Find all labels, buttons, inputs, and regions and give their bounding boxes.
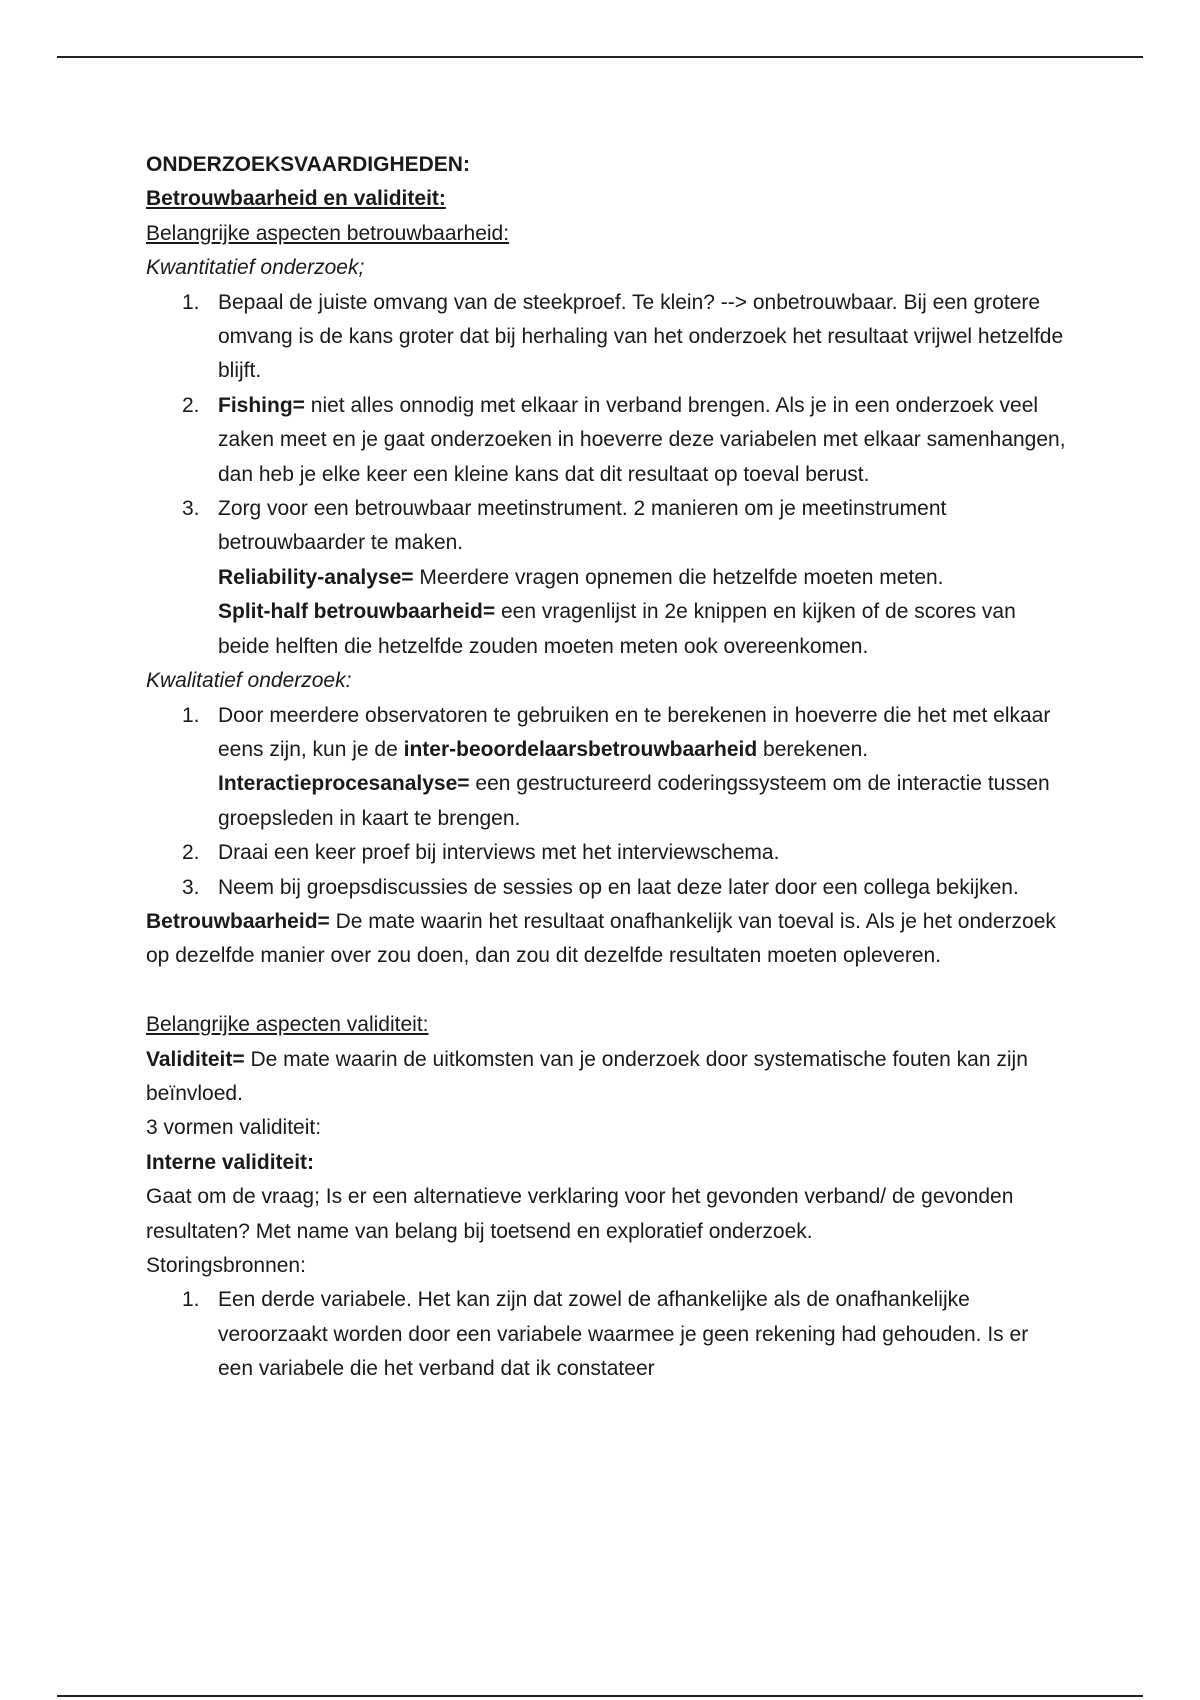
definition-text: De mate waarin het resultaat onafhankelijk van toeval is. Als je het onderzoek op dezelfde manier over zou doen, dan zou dit dezelfde resultaten moeten opleveren. [146, 909, 1056, 968]
list-text: een gestructureerd coderingssysteem om de interactie tussen groepsleden in kaart te brengen. [218, 772, 1050, 830]
list-item [146, 286, 1066, 389]
list-item [146, 492, 1066, 664]
list-text: niet alles onnodig met elkaar in verband brengen. Als je in een onderzoek veel zaken meet en je gaat onderzoeken in hoeverre deze variabelen met elkaar samenhangen, dan heb je elke keer een kleine kans dat dit resultaat op toeval berust. [218, 393, 1066, 486]
term-split-half: Split-half betrouwbaarheid= [218, 600, 496, 624]
sources-list [146, 1283, 1066, 1386]
quantitative-list [146, 286, 1066, 664]
list-item [146, 699, 1066, 837]
list-item [146, 836, 1066, 870]
term-validity: Validiteit= [146, 1047, 245, 1071]
list-text: Door meerdere observatoren te gebruiken en te berekenen in hoeverre die het met elkaar eens zijn, kun je de [218, 703, 1051, 761]
internal-validity-text: Gaat om de vraag; Is er een alternatieve verklaring voor het gevonden verband/ de gevonden resultaten? Met name van belang bij toetsend en exploratief onderzoek. [146, 1185, 1014, 1243]
validity-subtitle: Belangrijke aspecten validiteit: [146, 1013, 429, 1037]
blank-line [146, 974, 1066, 1008]
list-item [146, 871, 1066, 905]
internal-validity-title: Interne validiteit: [146, 1150, 315, 1174]
document-heading: ONDERZOEKSVAARDIGHEDEN: [146, 153, 470, 176]
header-rule [57, 56, 1143, 58]
section-title: Betrouwbaarheid en validiteit: [146, 187, 446, 211]
list-text: Zorg voor een betrouwbaar meetinstrument. 2 manieren om je meetinstrument betrouwbaarder te maken. [218, 497, 947, 555]
reliability-subtitle: Belangrijke aspecten betrouwbaarheid: [146, 221, 510, 245]
qualitative-label: Kwalitatief onderzoek: [146, 669, 352, 693]
list-number: 1. [182, 1288, 200, 1312]
list-number: 2. [182, 393, 200, 417]
term-reliability: Betrouwbaarheid= [146, 909, 330, 933]
footer-rule [57, 1695, 1143, 1697]
list-number: 1. [182, 290, 200, 314]
definition-text: een vragenlijst in 2e knippen en kijken of de scores van beide helften die hetzelfde zouden moeten meten ook overeenkomen. [218, 600, 1016, 658]
definition-text: De mate waarin de uitkomsten van je onderzoek door systematische fouten kan zijn beïnvloed. [146, 1047, 1028, 1105]
reliability-definition [146, 905, 1066, 974]
list-item [146, 389, 1066, 492]
list-item [146, 1283, 1066, 1386]
term-interaction-process: Interactieprocesanalyse= [218, 772, 470, 796]
list-text: Draai een keer proef bij interviews met het interviewschema. [218, 841, 780, 865]
list-text: berekenen. [757, 737, 869, 761]
list-number: 3. [182, 497, 200, 521]
term-fishing: Fishing= [218, 393, 305, 417]
validity-forms: 3 vormen validiteit: [146, 1116, 322, 1140]
list-number: 2. [182, 841, 200, 865]
sources-label: Storingsbronnen: [146, 1253, 306, 1277]
list-text: Neem bij groepsdiscussies de sessies op en laat deze later door een collega bekijken. [218, 875, 1019, 899]
list-text: Bepaal de juiste omvang van de steekproef. Te klein? --> onbetrouwbaar. Bij een grotere omvang is de kans groter dat bij herhaling van het onderzoek het resultaat vrijwel hetzelfde blijft. [218, 290, 1064, 383]
qualitative-list [146, 699, 1066, 905]
document-body [146, 148, 1066, 1387]
definition-text: Meerdere vragen opnemen die hetzelfde moeten meten. [413, 565, 944, 589]
list-number: 1. [182, 703, 200, 727]
sub-definition [218, 561, 1066, 595]
term-inter-rater: inter-beoordelaarsbetrouwbaarheid [403, 737, 758, 761]
term-reliability-analysis: Reliability-analyse= [218, 565, 414, 589]
quantitative-label: Kwantitatief onderzoek; [146, 256, 365, 280]
list-number: 3. [182, 875, 200, 899]
validity-definition [146, 1043, 1066, 1112]
sub-definition [218, 595, 1066, 664]
list-text: Een derde variabele. Het kan zijn dat zowel de afhankelijke als de onafhankelijke veroorzaakt worden door een variabele waarmee je geen rekening had gehouden. Is er een variabele die het verband dat ik constateer [218, 1288, 1029, 1381]
